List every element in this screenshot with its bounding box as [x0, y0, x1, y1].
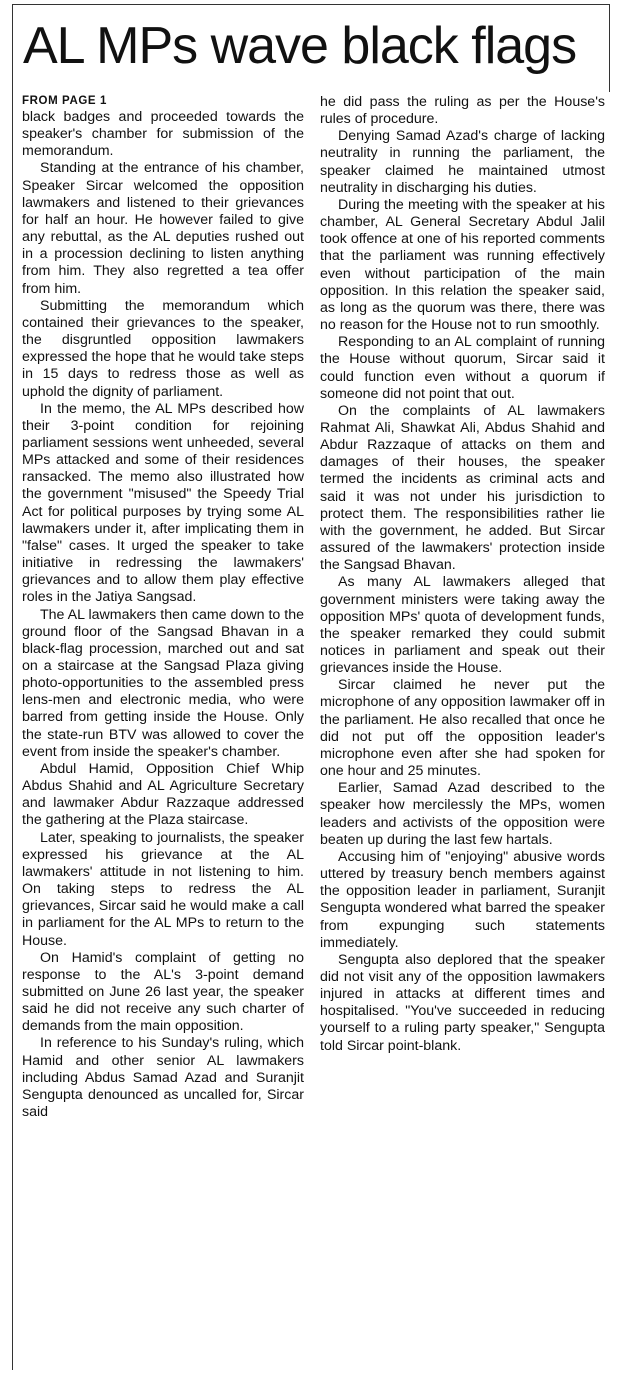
clipping-border [12, 90, 13, 1370]
paragraph: Denying Samad Azad's charge of lacking neutrality in running the parliament, the speaker claimed he maintained utmost neutrality in discharging his duties. [320, 128, 605, 196]
headline-box [12, 4, 610, 92]
paragraph: Accusing him of "enjoying" abusive words uttered by treasury bench members against the opposition leader in parliament, Suranjit Sengupta wondered what barred the speaker from expunging such statements immediately. [320, 848, 605, 951]
paragraph: The AL lawmakers then came down to the ground floor of the Sangsad Bhavan in a black-flag procession, marched out and sat on a staircase at the Sangsad Plaza giving photo-opportunities to the assembled press lens-men and electronic media, who were barred from getting inside the House. Only the state-run BTV was allowed to cover the event from inside the speaker's chamber. [22, 606, 304, 760]
paragraph: Earlier, Samad Azad described to the speaker how mercilessly the MPs, women leaders and activists of the opposition were beaten up during the last few hartals. [320, 780, 605, 848]
paragraph: Sircar claimed he never put the microphone of any opposition lawmaker off in the parliament. He also recalled that once he did not put off the opposition leader's microphone even after she had spoken for one hour and 25 minutes. [320, 677, 605, 780]
paragraph: Submitting the memorandum which contained their grievances to the speaker, the disgruntled opposition lawmakers expressed the hope that he would take steps in 15 days to redress those as well as uphold the dignity of parliament. [22, 297, 304, 400]
paragraph: On Hamid's complaint of getting no response to the AL's 3-point demand submitted on June 26 last year, the speaker said he did not receive any such charter of demands from the main opposition. [22, 949, 304, 1035]
paragraph: Standing at the entrance of his chamber, Speaker Sircar welcomed the opposition lawmakers and listened to their grievances for half an hour. He however failed to give any rebuttal, as the AL deputies rushed out in a procession declining to listen anything from him. They also regretted a tea offer from him. [22, 160, 304, 297]
paragraph: Sengupta also deplored that the speaker did not visit any of the opposition lawmakers injured in attacks at different times and hospitalised. "You've succeeded in reducing yourself to a ruling party speaker," Sengupta told Sircar point-blank. [320, 951, 605, 1054]
paragraph: he did pass the ruling as per the House's rules of procedure. [320, 94, 605, 128]
paragraph: black badges and proceeded towards the speaker's chamber for submission of the memorandum. [22, 109, 304, 160]
paragraph: Abdul Hamid, Opposition Chief Whip Abdus Shahid and AL Agriculture Secretary and lawmaker Abdur Razzaque addressed the gathering at the Plaza staircase. [22, 760, 304, 829]
paragraph: As many AL lawmakers alleged that government ministers were taking away the opposition MPs' quota of development funds, the speaker remarked they could submit notices in parliament and speak out their grievances inside the House. [320, 574, 605, 677]
right-column [320, 94, 605, 1055]
paragraph: Later, speaking to journalists, the speaker expressed his grievance at the AL lawmakers' attitude in not listening to him. On taking steps to redress the AL grievances, Sircar said he would make a call in parliament for the AL MPs to return to the House. [22, 829, 304, 949]
paragraph: During the meeting with the speaker at his chamber, AL General Secretary Abdul Jalil took offence at one of his reported comments that the parliament was running effectively even without participation of the main opposition. In this relation the speaker said, as long as the quorum was there, there was no reason for the House not to run smoothly. [320, 196, 605, 334]
paragraph: On the complaints of AL lawmakers Rahmat Ali, Shawkat Ali, Abdus Shahid and Abdur Razzaque of attacks on them and damages of their houses, the speaker termed the incidents as criminal acts and said it was not under his jurisdiction to protect them. The responsibilities rather lie with the government, he added. But Sircar assured of the lawmakers' protection inside the Sangsad Bhavan. [320, 402, 605, 574]
paragraph: Responding to an AL complaint of running the House without quorum, Sircar said it could function even without a quorum if someone did not point that out. [320, 334, 605, 402]
paragraph: In reference to his Sunday's ruling, which Hamid and other senior AL lawmakers including Abdus Samad Azad and Suranjit Sengupta denounced as uncalled for, Sircar said [22, 1035, 304, 1121]
left-column [22, 94, 304, 1121]
paragraph: In the memo, the AL MPs described how their 3-point condition for rejoining parliament sessions went unheeded, several MPs attacked and some of their residences ransacked. The memo also illustrated how the government "misused" the Speedy Trial Act for political purposes by trying some AL lawmakers under it, after implicating them in "false" cases. It urged the speaker to take initiative in redressing the lawmakers' grievances and to allow them play effective roles in the Jatiya Sangsad. [22, 400, 304, 606]
headline: AL MPs wave black flags [23, 17, 577, 75]
kicker-from-page-1: FROM PAGE 1 [22, 95, 107, 107]
